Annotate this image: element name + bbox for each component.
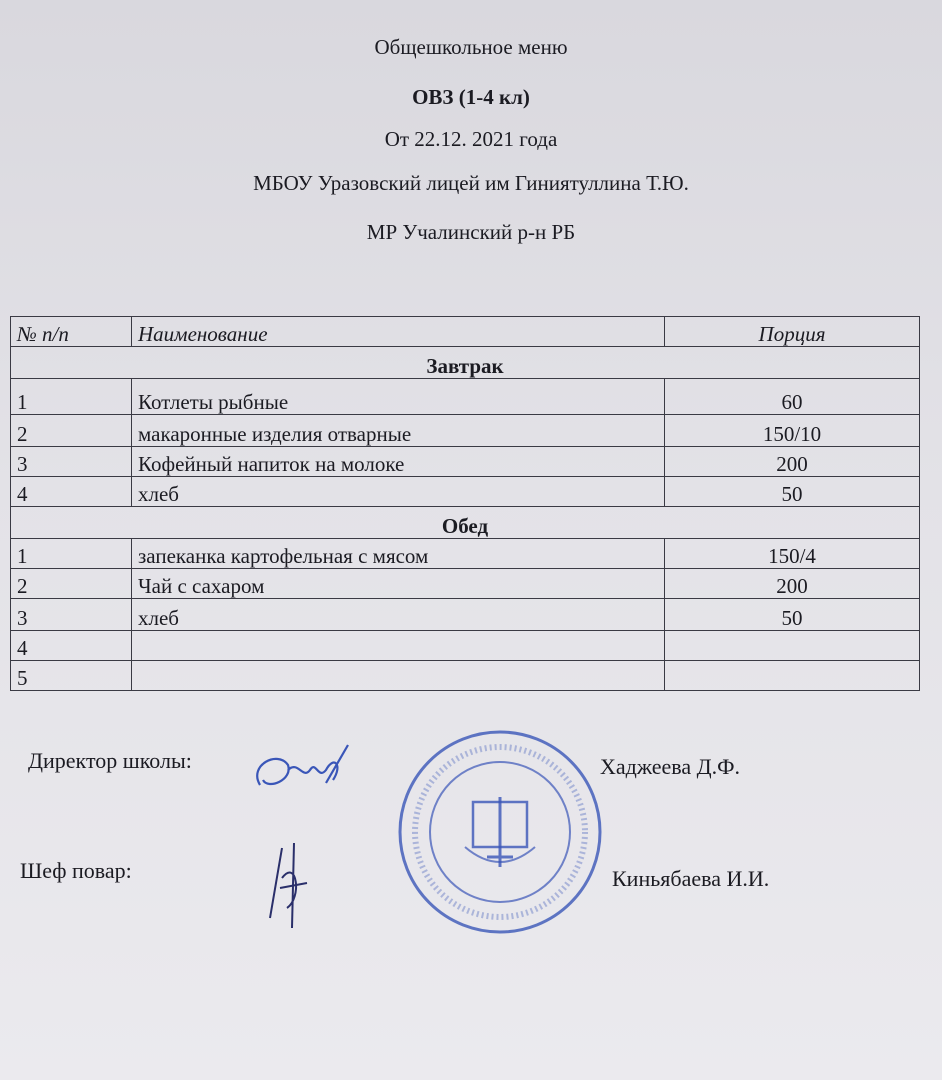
dish-name: Чай с сахаром — [132, 569, 665, 599]
portion: 60 — [665, 379, 920, 415]
school-name: МБОУ Уразовский лицей им Гиниятуллина Т.Ю. — [253, 171, 689, 195]
director-signature — [248, 735, 358, 805]
dish-name: Котлеты рыбные — [132, 379, 665, 415]
table-row — [11, 447, 920, 477]
row-number: 1 — [11, 539, 132, 569]
document-date: От 22.12. 2021 года — [384, 127, 558, 151]
table-row — [11, 539, 920, 569]
dish-name — [132, 661, 665, 691]
dish-name: хлеб — [132, 599, 665, 631]
table-header-row — [11, 317, 920, 347]
row-number: 4 — [11, 631, 132, 661]
portion: 200 — [665, 569, 920, 599]
portion: 50 — [665, 477, 920, 507]
dish-name: макаронные изделия отварные — [132, 415, 665, 447]
table-row — [11, 379, 920, 415]
table-row — [11, 631, 920, 661]
table-row — [11, 415, 920, 447]
section-lunch: Обед — [11, 507, 920, 539]
column-header-portion: Порция — [665, 317, 920, 347]
dish-name: запеканка картофельная с мясом — [132, 539, 665, 569]
document-subtitle: ОВЗ (1-4 кл) — [412, 85, 530, 109]
row-number: 3 — [11, 599, 132, 631]
official-stamp — [395, 727, 605, 937]
section-breakfast: Завтрак — [11, 347, 920, 379]
menu-table — [10, 316, 920, 691]
row-number: 2 — [11, 415, 132, 447]
column-header-name: Наименование — [132, 317, 665, 347]
table-row — [11, 569, 920, 599]
document-title: Общешкольное меню — [374, 35, 568, 59]
portion: 150/4 — [665, 539, 920, 569]
chef-label: Шеф повар: — [20, 858, 132, 883]
director-label: Директор школы: — [28, 748, 192, 773]
table-row — [11, 661, 920, 691]
row-number: 2 — [11, 569, 132, 599]
column-header-number: № п/п — [11, 317, 132, 347]
portion — [665, 631, 920, 661]
row-number: 1 — [11, 379, 132, 415]
row-number: 5 — [11, 661, 132, 691]
row-number: 4 — [11, 477, 132, 507]
district-name: МР Учалинский р-н РБ — [366, 220, 576, 244]
table-row — [11, 477, 920, 507]
table-row — [11, 599, 920, 631]
dish-name — [132, 631, 665, 661]
portion: 200 — [665, 447, 920, 477]
dish-name: Кофейный напиток на молоке — [132, 447, 665, 477]
chef-name: Киньябаева И.И. — [612, 866, 770, 891]
portion: 50 — [665, 599, 920, 631]
director-name: Хаджеева Д.Ф. — [600, 754, 741, 779]
dish-name: хлеб — [132, 477, 665, 507]
portion: 150/10 — [665, 415, 920, 447]
portion — [665, 661, 920, 691]
chef-signature — [262, 838, 322, 933]
row-number: 3 — [11, 447, 132, 477]
